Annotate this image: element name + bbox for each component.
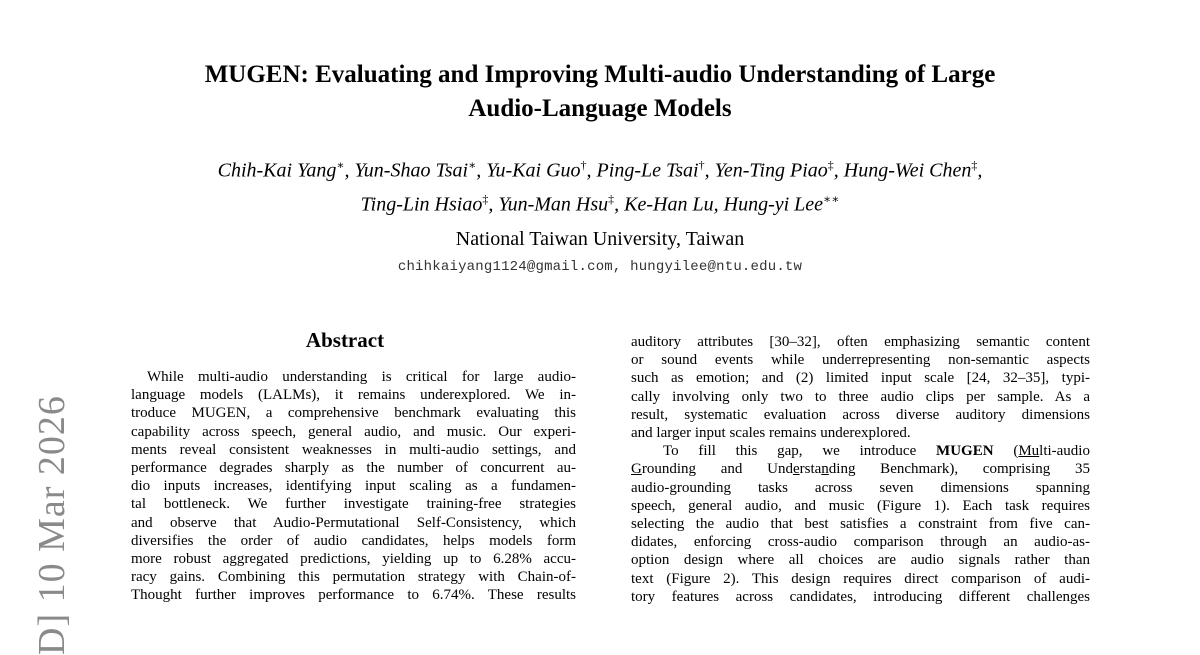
text-line: tal bottleneck. We further investigate training-free strategies [131, 496, 576, 513]
intro-paragraph-2-rest [631, 479, 1090, 606]
text-line: While multi-audio understanding is critical for large audio- [147, 369, 576, 385]
text-line: To fill this gap, we introduce MUGEN (Multi-audio [663, 443, 1090, 460]
author-name: Chih-Kai Yang [217, 159, 337, 182]
text-line: dio inputs increases, identifying input scaling as a fundamen- [131, 478, 576, 495]
text-line: or sound events while underrepresenting non-semantic aspects [631, 352, 1090, 369]
author-affiliation-mark: † [698, 158, 705, 172]
author-affiliation-mark: † [580, 158, 587, 172]
author-affiliation-mark: ∗ [336, 158, 345, 172]
text-line: Grounding and Understanding Benchmark), comprising 35 [631, 461, 1091, 478]
text-line: audio-grounding tasks across seven dimensions spanning [631, 479, 1090, 496]
benchmark-name: MUGEN [936, 443, 994, 460]
text-line: such as emotion; and (2) limited input scale [24, 32–35], typi- [631, 370, 1090, 387]
intro-paragraph-1 [631, 333, 1090, 442]
author-name: Ke-Han Lu [624, 193, 714, 216]
text-line: troduce MUGEN, a comprehensive benchmark evaluating this [131, 405, 576, 422]
author-name: Yen-Ting Piao [714, 159, 828, 182]
title-line-2: Audio-Language Models [468, 95, 732, 122]
abstract-heading: Abstract [305, 328, 385, 352]
text-line: option design where all choices are audio signals rather than [631, 552, 1090, 569]
author-name: Hung-Wei Chen [843, 159, 972, 182]
text-line: Thought further improves performance to 6.74%. These results [131, 587, 576, 604]
abstract-body [131, 368, 576, 605]
author-name: Ping-Le Tsai [596, 159, 699, 182]
author-line: Chih-Kai Yang∗, Yun-Shao Tsai∗, Yu-Kai Guo†, Ping-Le Tsai†, Yen-Ting Piao‡, Hung-Wei Chen‡, [217, 158, 983, 182]
text-line: more robust aggregated predictions, yielding up to 6.28% accu- [131, 551, 576, 568]
text-line: and larger input scales remains underexplored. [631, 425, 911, 442]
author-name: Hung-yi Lee [723, 193, 824, 216]
text-line: racy gains. Combining this permutation strategy with Chain-of- [131, 569, 576, 586]
intro-paragraph-2 [631, 442, 1090, 606]
text-line: ments reveal consistent weaknesses in multi-audio settings, and [131, 441, 576, 458]
author-name: Yun-Man Hsu [498, 193, 609, 216]
title-line-1: MUGEN: Evaluating and Improving Multi-audio Understanding of Large [204, 61, 996, 88]
author-affiliation-mark: ‡ [827, 158, 834, 172]
text-line: performance degrades sharply as the number of concurrent au- [131, 460, 576, 477]
text-line: result, systematic evaluation across diverse auditory dimensions [631, 406, 1090, 423]
arxiv-side-stamp: D] 10 Mar 2026 [31, 395, 73, 655]
text-line: cally involving only two to three audio clips per sample. As a [631, 388, 1090, 405]
author-name: Yu-Kai Guo [486, 159, 581, 182]
author-name: Ting-Lin Hsiao [360, 193, 483, 216]
text-line: capability across speech, general audio, and music. Our experi- [131, 423, 576, 440]
author-affiliation-mark: ∗∗ [823, 191, 840, 206]
author-affiliation-mark: ‡ [971, 158, 978, 172]
paper-title [130, 58, 1070, 126]
text-line: and observe that Audio-Permutational Self-Consistency, which [131, 514, 576, 531]
author-line: Ting-Lin Hsiao‡, Yun-Man Hsu‡, Ke-Han Lu, Hung-yi Lee∗∗ [360, 191, 840, 216]
author-affiliation-mark: ∗ [468, 158, 477, 172]
text-line: speech, general audio, and music (Figure 1). Each task requires [631, 497, 1090, 514]
text-line: language models (LALMs), it remains underexplored. We in- [131, 387, 576, 404]
intro-right-column [631, 333, 1090, 606]
author-list [100, 151, 1100, 218]
text-line: didates, enforcing cross-audio comparison through an audio-as- [631, 534, 1090, 551]
text-line: text (Figure 2). This design requires direct comparison of audi- [631, 570, 1090, 587]
affiliation: National Taiwan University, Taiwan [455, 228, 745, 250]
p2-lead: To fill this gap, we introduce [663, 443, 937, 460]
text-line: selecting the audio that best satisfies a constraint from five can- [631, 516, 1090, 533]
author-emails: chihkaiyang1124@gmail.com, hungyilee@ntu.edu.tw [397, 259, 803, 275]
text-line: auditory attributes [30–32], often emphasizing semantic content [631, 334, 1090, 350]
author-affiliation-mark: ‡ [608, 191, 615, 206]
text-line: tory features across candidates, introducing different challenges [631, 588, 1090, 605]
author-name: Yun-Shao Tsai [354, 159, 469, 182]
author-affiliation-mark: ‡ [482, 191, 489, 206]
text-line: diversifies the order of audio candidates, helps models form [131, 532, 576, 549]
